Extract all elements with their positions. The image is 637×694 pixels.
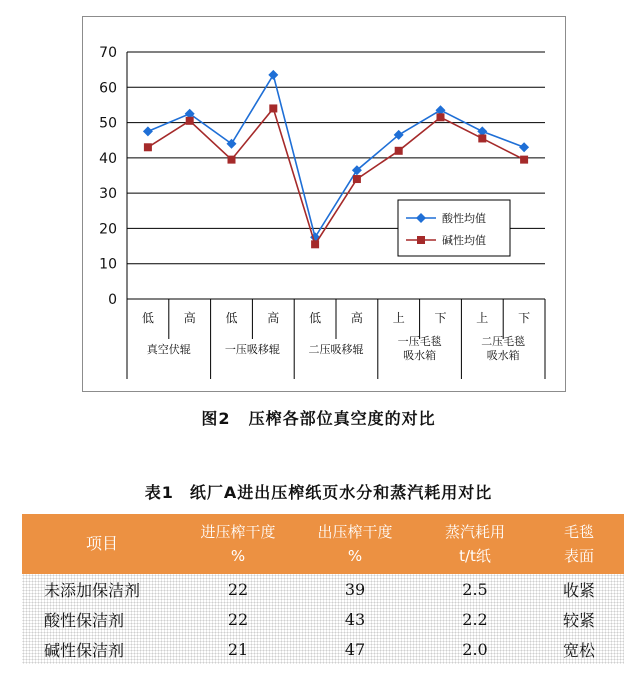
y-tick-label: 60	[99, 80, 117, 97]
table-cell: 22	[227, 579, 249, 599]
table-cell: 2.0	[462, 639, 488, 659]
data-point	[186, 117, 194, 125]
x-tick-label: 下	[518, 311, 531, 325]
line-chart	[83, 17, 567, 393]
data-point	[519, 142, 529, 152]
header-in-dryness	[182, 514, 294, 574]
x-group-label: 一压毛毯	[397, 335, 442, 348]
header-in-dryness-line2: %	[230, 547, 246, 565]
figure-title: 压榨各部位真空度的对比	[248, 409, 436, 428]
table-cell: 宽松	[562, 640, 595, 660]
x-tick-label: 高	[183, 311, 196, 325]
data-point	[143, 126, 153, 136]
figure-caption	[0, 406, 637, 429]
y-tick-label: 30	[99, 186, 117, 203]
data-point	[353, 175, 361, 183]
data-point	[437, 113, 445, 121]
table-caption	[0, 480, 637, 503]
header-item-line1: 项目	[85, 534, 118, 553]
table-cell: 收紧	[562, 580, 595, 600]
y-tick-label: 20	[99, 221, 117, 238]
x-group-label: 吸水箱	[486, 349, 520, 362]
table-row	[22, 634, 624, 664]
table-cell: 较紧	[562, 610, 595, 630]
figure-number: 图2	[201, 409, 231, 428]
header-felt	[534, 514, 624, 574]
y-tick-label: 40	[99, 150, 117, 167]
table-cell: 酸性保洁剂	[44, 610, 125, 630]
header-steam-line2: t/t纸	[459, 547, 491, 565]
x-group-label: 二压吸移辊	[308, 343, 364, 356]
data-point	[227, 139, 237, 149]
header-steam	[416, 514, 534, 574]
chart-frame	[82, 16, 566, 392]
header-out-dryness-line2: %	[347, 547, 363, 565]
y-tick-label: 70	[99, 45, 117, 61]
x-tick-label: 低	[225, 311, 238, 325]
data-point	[478, 134, 486, 142]
data-point	[395, 147, 403, 155]
table-title: 纸厂A进出压榨纸页水分和蒸汽耗用对比	[189, 483, 493, 502]
x-group-label: 二压毛毯	[481, 335, 526, 348]
table-row	[22, 604, 624, 634]
table-cell: 21	[227, 639, 249, 659]
table-cell: 未添加保洁剂	[44, 580, 141, 600]
x-tick-label: 上	[476, 311, 489, 325]
data-point	[228, 156, 236, 164]
header-out-dryness-line1: 出压榨干度	[317, 523, 393, 541]
header-out-dryness	[294, 514, 416, 574]
data-point	[520, 156, 528, 164]
table-cell: 2.5	[462, 579, 488, 599]
legend-label: 酸性均值	[442, 212, 486, 225]
header-item	[22, 514, 182, 574]
x-tick-label: 上	[392, 311, 405, 325]
data-point	[269, 104, 277, 112]
y-tick-label: 50	[99, 115, 117, 132]
table-cell: 碱性保洁剂	[44, 640, 125, 660]
x-tick-label: 高	[350, 311, 363, 325]
legend-label: 碱性均值	[442, 234, 486, 247]
y-tick-label: 0	[108, 292, 117, 308]
header-in-dryness-line1: 进压榨干度	[200, 523, 276, 541]
table-cell: 39	[344, 579, 366, 599]
x-tick-label: 下	[434, 311, 447, 325]
x-group-label: 真空伏辊	[146, 343, 191, 356]
x-tick-label: 高	[267, 311, 280, 325]
comparison-table	[22, 514, 624, 664]
header-felt-line2: 表面	[563, 547, 594, 565]
table-number: 表1	[144, 483, 174, 502]
table-cell: 47	[344, 639, 366, 659]
x-group-label: 吸水箱	[403, 349, 437, 362]
header-felt-line1: 毛毯	[563, 523, 594, 541]
header-steam-line1: 蒸汽耗用	[444, 523, 505, 541]
data-point	[311, 240, 319, 248]
legend-marker	[417, 236, 425, 244]
table-cell: 43	[344, 609, 366, 629]
table-cell: 22	[227, 609, 249, 629]
data-point	[268, 70, 278, 80]
x-tick-label: 低	[309, 311, 322, 325]
y-tick-label: 10	[99, 256, 117, 273]
table-row	[22, 574, 624, 604]
x-group-label: 一压吸移辊	[224, 343, 280, 356]
data-point	[144, 143, 152, 151]
table-cell: 2.2	[462, 609, 488, 629]
legend-box	[398, 200, 510, 256]
table-header-row	[22, 514, 624, 574]
x-tick-label: 低	[141, 311, 154, 325]
